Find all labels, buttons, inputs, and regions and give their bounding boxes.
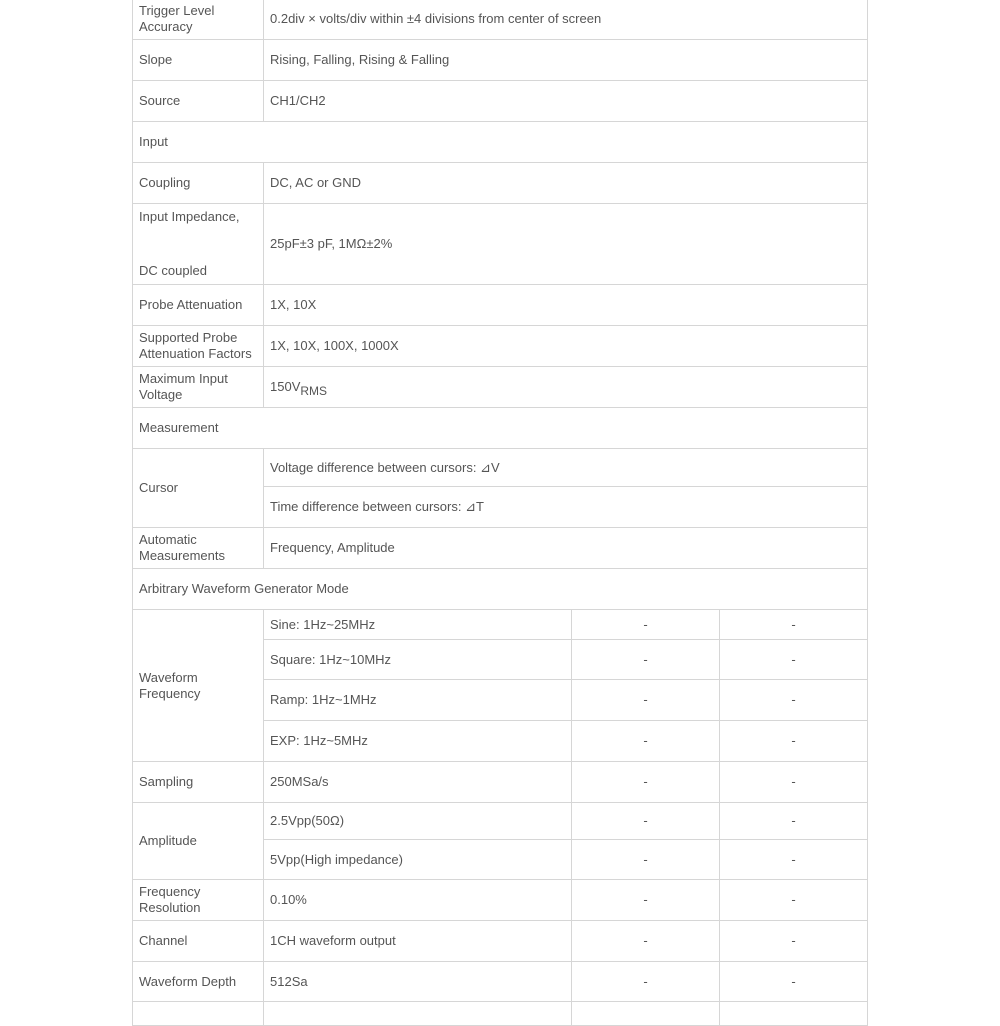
sampling-value: 250MSa/s bbox=[264, 762, 572, 803]
section-row bbox=[133, 122, 868, 163]
supported-probe-value: 1X, 10X, 100X, 1000X bbox=[264, 326, 868, 367]
channel-label: Channel bbox=[133, 921, 264, 962]
auto-measurements-value: Frequency, Amplitude bbox=[264, 528, 868, 569]
specifications-table bbox=[132, 0, 868, 1026]
frequency-resolution-value: 0.10% bbox=[264, 880, 572, 921]
waveform-depth-label: Waveform Depth bbox=[133, 962, 264, 1002]
cursor-label: Cursor bbox=[133, 449, 264, 528]
table-row bbox=[133, 762, 868, 803]
dash-cell: - bbox=[572, 840, 720, 880]
dash-cell: - bbox=[720, 762, 868, 803]
input-impedance-label: Input Impedance, bbox=[139, 209, 240, 224]
dash-cell: - bbox=[720, 840, 868, 880]
dash-cell: - bbox=[572, 762, 720, 803]
dash-cell: - bbox=[572, 803, 720, 840]
amplitude-50ohm-value: 2.5Vpp(50Ω) bbox=[264, 803, 572, 840]
trigger-level-accuracy-label: Trigger Level Accuracy bbox=[133, 0, 264, 40]
table-row bbox=[133, 40, 868, 81]
table-row bbox=[133, 962, 868, 1002]
dash-cell: - bbox=[720, 962, 868, 1002]
table-row bbox=[133, 1002, 868, 1026]
probe-attenuation-value: 1X, 10X bbox=[264, 285, 868, 326]
table-row bbox=[133, 326, 868, 367]
table-row bbox=[133, 921, 868, 962]
amplitude-label: Amplitude bbox=[133, 803, 264, 880]
input-impedance-label-cell bbox=[133, 204, 264, 285]
dash-cell: - bbox=[572, 921, 720, 962]
dash-cell: - bbox=[572, 962, 720, 1002]
empty-cell bbox=[264, 1002, 572, 1026]
dash-cell: - bbox=[572, 721, 720, 762]
waveform-depth-value: 512Sa bbox=[264, 962, 572, 1002]
auto-measurements-label: Automatic Measurements bbox=[133, 528, 264, 569]
max-input-voltage-value bbox=[264, 367, 868, 408]
cursor-time-value: Time difference between cursors: ⊿T bbox=[264, 487, 868, 528]
slope-value: Rising, Falling, Rising & Falling bbox=[264, 40, 868, 81]
empty-cell bbox=[720, 1002, 868, 1026]
supported-probe-label: Supported Probe Attenuation Factors bbox=[133, 326, 264, 367]
table-row bbox=[133, 803, 868, 840]
max-input-voltage-main: 150V bbox=[270, 379, 301, 394]
dash-cell: - bbox=[720, 640, 868, 680]
table-row bbox=[133, 528, 868, 569]
table-row bbox=[133, 285, 868, 326]
max-input-voltage-label: Maximum Input Voltage bbox=[133, 367, 264, 408]
section-row bbox=[133, 569, 868, 610]
source-value: CH1/CH2 bbox=[264, 81, 868, 122]
trigger-level-accuracy-value: 0.2div × volts/div within ±4 divisions from center of screen bbox=[264, 0, 868, 40]
dash-cell: - bbox=[720, 721, 868, 762]
dash-cell: - bbox=[720, 680, 868, 721]
waveform-frequency-exp: EXP: 1Hz~5MHz bbox=[264, 721, 572, 762]
input-section-heading: Input bbox=[133, 122, 868, 163]
table-row bbox=[133, 880, 868, 921]
dash-cell: - bbox=[572, 680, 720, 721]
coupling-label: Coupling bbox=[133, 163, 264, 204]
table-row bbox=[133, 204, 868, 285]
table-row bbox=[133, 449, 868, 487]
waveform-frequency-label: Waveform Frequency bbox=[133, 610, 264, 762]
measurement-section-heading: Measurement bbox=[133, 408, 868, 449]
coupling-value: DC, AC or GND bbox=[264, 163, 868, 204]
section-row bbox=[133, 408, 868, 449]
probe-attenuation-label: Probe Attenuation bbox=[133, 285, 264, 326]
waveform-frequency-sine: Sine: 1Hz~25MHz bbox=[264, 610, 572, 640]
table-row bbox=[133, 0, 868, 40]
dc-coupled-label: DC coupled bbox=[139, 263, 207, 278]
cursor-voltage-value: Voltage difference between cursors: ⊿V bbox=[264, 449, 868, 487]
input-impedance-value: 25pF±3 pF, 1MΩ±2% bbox=[264, 204, 868, 285]
table-row bbox=[133, 367, 868, 408]
waveform-frequency-square: Square: 1Hz~10MHz bbox=[264, 640, 572, 680]
amplitude-high-impedance-value: 5Vpp(High impedance) bbox=[264, 840, 572, 880]
dash-cell: - bbox=[720, 880, 868, 921]
max-input-voltage-subscript: RMS bbox=[300, 384, 328, 398]
dash-cell: - bbox=[572, 640, 720, 680]
slope-label: Slope bbox=[133, 40, 264, 81]
channel-value: 1CH waveform output bbox=[264, 921, 572, 962]
dash-cell: - bbox=[572, 610, 720, 640]
empty-cell bbox=[133, 1002, 264, 1026]
dash-cell: - bbox=[720, 803, 868, 840]
awg-section-heading: Arbitrary Waveform Generator Mode bbox=[133, 569, 868, 610]
table-row bbox=[133, 163, 868, 204]
sampling-label: Sampling bbox=[133, 762, 264, 803]
dash-cell: - bbox=[720, 610, 868, 640]
dash-cell: - bbox=[720, 921, 868, 962]
waveform-frequency-ramp: Ramp: 1Hz~1MHz bbox=[264, 680, 572, 721]
source-label: Source bbox=[133, 81, 264, 122]
table-row bbox=[133, 81, 868, 122]
frequency-resolution-label: Frequency Resolution bbox=[133, 880, 264, 921]
empty-cell bbox=[572, 1002, 720, 1026]
table-row bbox=[133, 610, 868, 640]
dash-cell: - bbox=[572, 880, 720, 921]
